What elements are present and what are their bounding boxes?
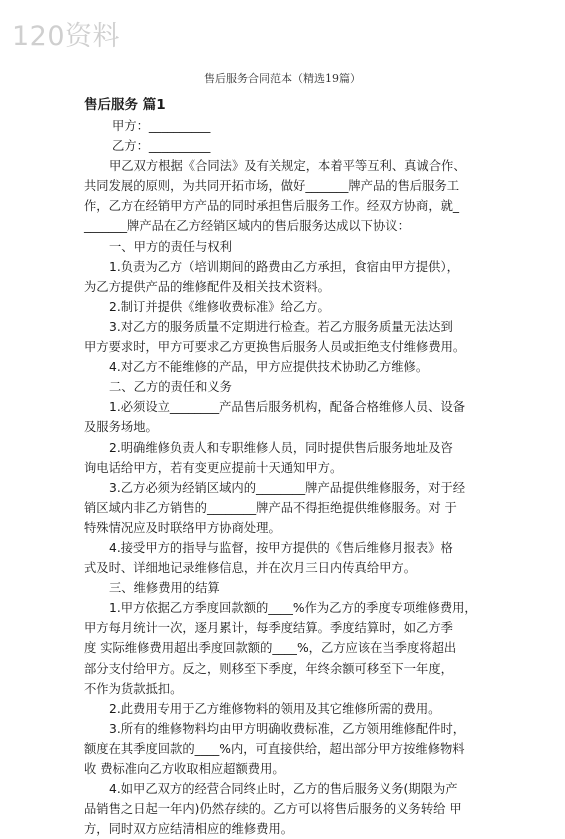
text-line: 甲方：__________ <box>112 119 211 133</box>
text-line: 收 费标准向乙方收取相应超额费用。 <box>84 762 285 776</box>
text-line: 甲方每月统计一次，逐月累计，每季度结算。季度结算时，如乙方季 <box>84 621 453 636</box>
text-line: 4.对乙方不能维修的产品，甲方应提供技术协助乙方维修。 <box>109 360 429 375</box>
text-line: _______牌产品在乙方经销区域内的售后服务达成以下协议： <box>84 219 410 234</box>
text-line: 1.必须设立________产品售后服务机构，配备合格维修人员、设备 <box>109 400 466 415</box>
text-line: 4.如甲乙双方的经营合同终止时，乙方的售后服务义务(期限为产 <box>109 782 458 797</box>
text-line: 式及时、详细地记录维修信息，并在次月三日内传真给甲方。 <box>84 561 417 576</box>
text-line: 一、甲方的责任与权利 <box>109 239 232 254</box>
text-line: 2.制订并提供《维修收费标准》给乙方。 <box>109 299 330 314</box>
text-line: 及服务场地。 <box>84 420 158 435</box>
text-line: 1.负责为乙方（培训期间的路费由乙方承担，食宿由甲方提供）， <box>109 259 459 274</box>
text-line: 3.乙方必须为经销区域内的________牌产品提供维修服务，对于经 <box>109 480 466 495</box>
text-line: 方，同时双方应结清相应的维修费用。 <box>84 822 294 837</box>
text-line: 额度在其季度回款的____%内，可直接供给，超出部分甲方按维修物料 <box>84 741 465 756</box>
text-line: 3.所有的维修物料均由甲方明确收费标准，乙方领用维修配件时， <box>109 721 466 736</box>
text-line: 共同发展的原则，为共同开拓市场，做好_______牌产品的售后服务工 <box>84 179 460 194</box>
text-line: 甲乙双方根据《合同法》及有关规定，本着平等互利、真诚合作、 <box>109 159 466 174</box>
text-line: 为乙方提供产品的维修配件及相关技术资料。 <box>84 279 330 294</box>
text-line: 询电话给甲方，若有变更应提前十天通知甲方。 <box>84 460 343 475</box>
text-line: 不作为货款抵扣。 <box>84 681 183 696</box>
text-line: 特殊情况应及时联络甲方协商处理。 <box>84 520 281 535</box>
text-line: 1.甲方依据乙方季度回款额的____%作为乙方的季度专项维修费用， <box>109 601 477 616</box>
document-body <box>84 95 492 839</box>
text-line: 销区域内非乙方销售的________牌产品不得拒绝提供维修服务。对 于 <box>84 500 457 515</box>
text-line: 部分支付给甲方。反之，则移至下季度，年终余额可移至下一年度， <box>84 661 453 676</box>
text-line: 3.对乙方的服务质量不定期进行检查。若乙方服务质量无法达到 <box>109 319 453 334</box>
text-line: 三、维修费用的结算 <box>109 581 220 596</box>
text-line: 作，乙方在经销甲方产品的同时承担售后服务工作。经双方协商，就_ <box>84 199 460 214</box>
text-line: 4.接受甲方的指导与监督，按甲方提供的《售后维修月报表》格 <box>109 540 453 555</box>
text-line: 甲方要求时，甲方可要求乙方更换售后服务人员或拒绝支付维修费用。 <box>84 340 466 355</box>
section-heading: 售后服务 篇1 <box>84 97 166 113</box>
text-line: 品销售之日起一年内)仍然存续的。乙方可以将售后服务的义务转给 甲 <box>84 802 462 817</box>
watermark-logo: 120资料 <box>12 21 121 52</box>
text-line: 度 实际维修费用超出季度回款额的____%，乙方应该在当季度将超出 <box>84 641 457 656</box>
text-line: 2.明确维修负责人和专职维修人员，同时提供售后服务地址及咨 <box>109 440 453 455</box>
paragraph-lines <box>84 116 492 839</box>
document-title: 售后服务合同范本（精选19篇） <box>204 72 361 85</box>
text-line: 乙方：__________ <box>112 139 211 154</box>
text-line: 二、乙方的责任和义务 <box>109 380 232 395</box>
text-line: 2.此费用专用于乙方维修物料的领用及其它维修所需的费用。 <box>109 701 441 716</box>
